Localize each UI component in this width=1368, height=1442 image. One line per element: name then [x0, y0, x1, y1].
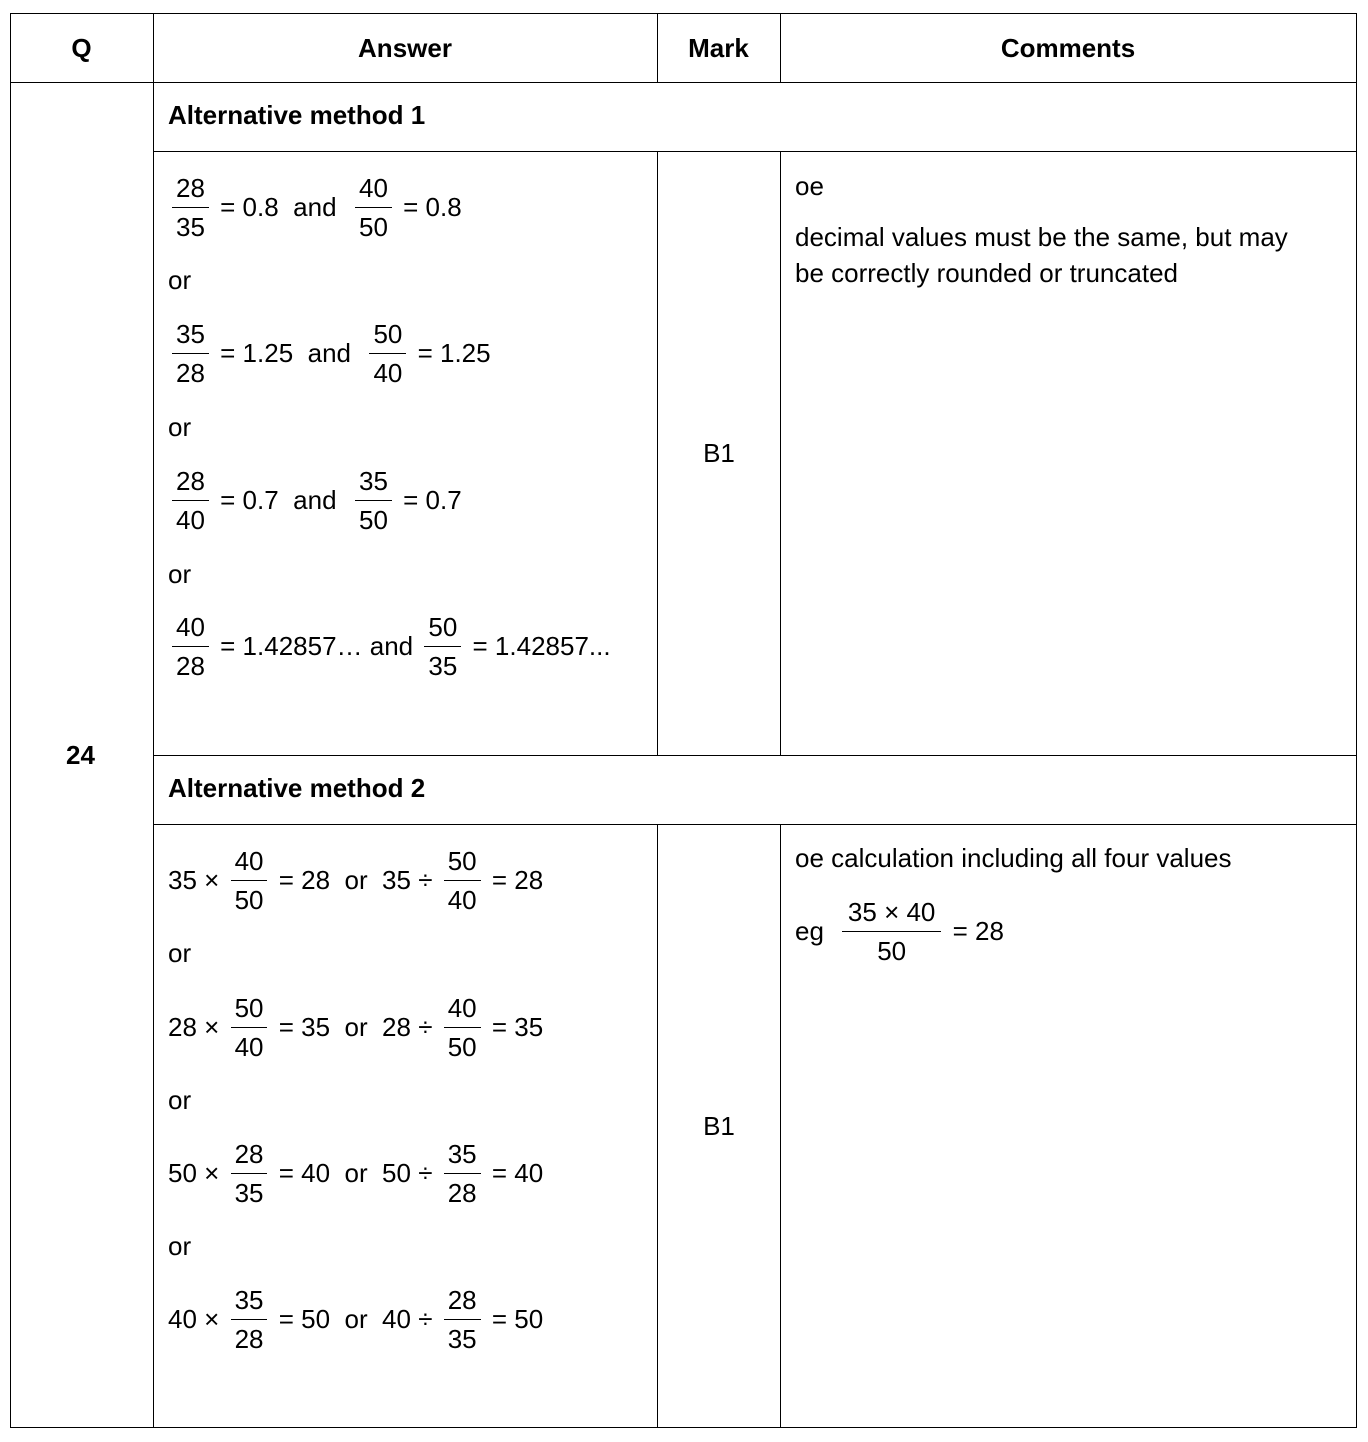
m1-answer-line-1: $\frac{28}{35}$ = 0.8 and $\frac{40}{50}$ = 0.8 — [168, 166, 462, 248]
fraction: $\frac{35}{28}$ — [444, 1138, 481, 1209]
fraction: $\frac{28}{35}$ — [172, 172, 209, 243]
m2-comment-example: eg $\frac{35 \times 40}{50}$ = 28 — [795, 896, 1004, 966]
fraction: $\frac{35}{50}$ — [355, 465, 392, 536]
fraction: $\frac{28}{35}$ — [444, 1284, 481, 1355]
m2-answer-line-3: 50 × $\frac{28}{35}$ = 40 or 50 ÷ $\frac{35}{28}$ = 40 — [168, 1138, 544, 1208]
table-left-border — [10, 13, 11, 1428]
or-label: or — [168, 412, 192, 442]
header-answer: Answer — [358, 32, 452, 63]
or-label: or — [168, 265, 192, 295]
m2-answer-line-2: 28 × $\frac{50}{40}$ = 35 or 28 ÷ $\frac{40}{50}$ = 35 — [168, 992, 544, 1062]
method1-title: Alternative method 1 — [168, 100, 426, 130]
m1-comment-decimal: decimal values must be the same, but may be correctly rounded or truncated — [795, 222, 1288, 288]
method2-top-border — [153, 755, 1357, 756]
fraction: $\frac{50}{35}$ — [424, 611, 461, 682]
m1-answer-line-3: $\frac{28}{40}$ = 0.7 and $\frac{35}{50}$ = 0.7 — [168, 459, 462, 541]
header-q: Q — [71, 32, 92, 63]
method2-title-border — [153, 824, 1357, 825]
m1-comment-oe: oe — [795, 171, 824, 201]
q-column-border — [153, 13, 154, 1428]
question-number: 24 — [66, 740, 95, 770]
or-label: or — [168, 938, 192, 968]
m2-answer-line-4: 40 × $\frac{35}{28}$ = 50 or 40 ÷ $\frac{28}{35}$ = 50 — [168, 1284, 544, 1354]
method2-title: Alternative method 2 — [168, 773, 426, 803]
m1-answer-line-2: $\frac{35}{28}$ = 1.25 and $\frac{50}{40}$ = 1.25 — [168, 312, 491, 394]
fraction: $\frac{50}{40}$ — [444, 845, 481, 916]
fraction: $\frac{35}{28}$ — [172, 318, 209, 389]
method1-title-border — [153, 151, 1357, 152]
fraction: $\frac{40}{50}$ — [231, 845, 268, 916]
header-comments: Comments — [1000, 32, 1136, 63]
or-label: or — [168, 1231, 192, 1261]
eg-label: eg — [795, 916, 824, 946]
fraction: $\frac{28}{35}$ — [231, 1138, 268, 1209]
table-right-border — [1356, 13, 1357, 1428]
fraction: $\frac{35 \times 40}{50}$ — [842, 896, 941, 967]
fraction: $\frac{28}{40}$ — [172, 465, 209, 536]
header-bottom-border — [10, 82, 1357, 83]
fraction: $\frac{40}{28}$ — [172, 611, 209, 682]
fraction: $\frac{40}{50}$ — [444, 992, 481, 1063]
table-bottom-border — [10, 1427, 1357, 1428]
mark-column-border-m2 — [780, 824, 781, 1428]
fraction: $\frac{35}{28}$ — [231, 1284, 268, 1355]
m1-answer-line-4: $\frac{40}{28}$ = 1.42857… and $\frac{50}{35}$ = 1.42857... — [168, 605, 611, 687]
m2-comment-oe: oe calculation including all four values — [795, 843, 1232, 873]
fraction: $\frac{50}{40}$ — [369, 318, 406, 389]
fraction: $\frac{50}{40}$ — [231, 992, 268, 1063]
header-mark: Mark — [688, 32, 749, 63]
or-label: or — [168, 559, 192, 589]
fraction: $\frac{40}{50}$ — [355, 172, 392, 243]
m2-mark: B1 — [703, 1111, 735, 1141]
mark-column-border-m1 — [780, 151, 781, 756]
or-label: or — [168, 1085, 192, 1115]
m1-mark: B1 — [703, 438, 735, 468]
m2-answer-line-1: 35 × $\frac{40}{50}$ = 28 or 35 ÷ $\frac{50}{40}$ = 28 — [168, 845, 544, 915]
